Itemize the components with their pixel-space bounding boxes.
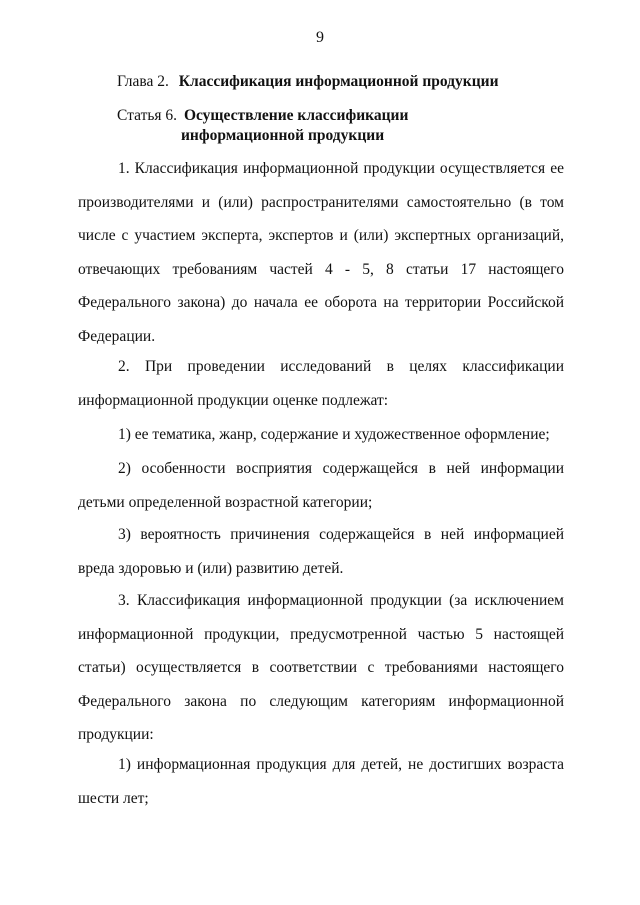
chapter-title: Классификация информационной продукции	[178, 73, 499, 90]
paragraph-3: 3. Классификация информационной продукции (за исключением информационной продукции, предусмотренной частью 5 настоящей статьи) осуществляется в соответствии с требованиями настоящего Федерального закона по следующим категориям информационной продукции:	[78, 592, 564, 743]
article-title-line2: информационной продукции	[181, 127, 385, 144]
page-number: 9	[316, 29, 324, 46]
chapter-heading	[117, 73, 499, 91]
article-number: Статья 6.	[117, 107, 178, 124]
paragraph-2: 2. При проведении исследований в целях классификации информационной продукции оценке подлежат:	[78, 358, 564, 409]
list-item-3: 3) вероятность причинения содержащейся в ней информацией вреда здоровью и (или) развитию детей.	[78, 526, 564, 577]
list-item-2: 2) особенности восприятия содержащейся в ней информации детьми определенной возрастной категории;	[78, 460, 564, 511]
chapter-number: Глава 2.	[117, 73, 169, 90]
list-item-1: 1) ее тематика, жанр, содержание и художественное оформление;	[118, 426, 550, 443]
article-title-line1: Осуществление классификации	[183, 107, 409, 124]
category-item-1: 1) информационная продукция для детей, не достигших возраста шести лет;	[78, 756, 564, 807]
paragraph-1: 1. Классификация информационной продукции осуществляется ее производителями и (или) распространителями самостоятельно (в том числе с участием эксперта, экспертов и (или) экспертных организаций, отвечающих требованиям частей 4 - 5, 8 статьи 17 настоящего Федерального закона) до начала ее оборота на территории Российской Федерации.	[78, 160, 564, 345]
article-heading	[117, 107, 408, 125]
